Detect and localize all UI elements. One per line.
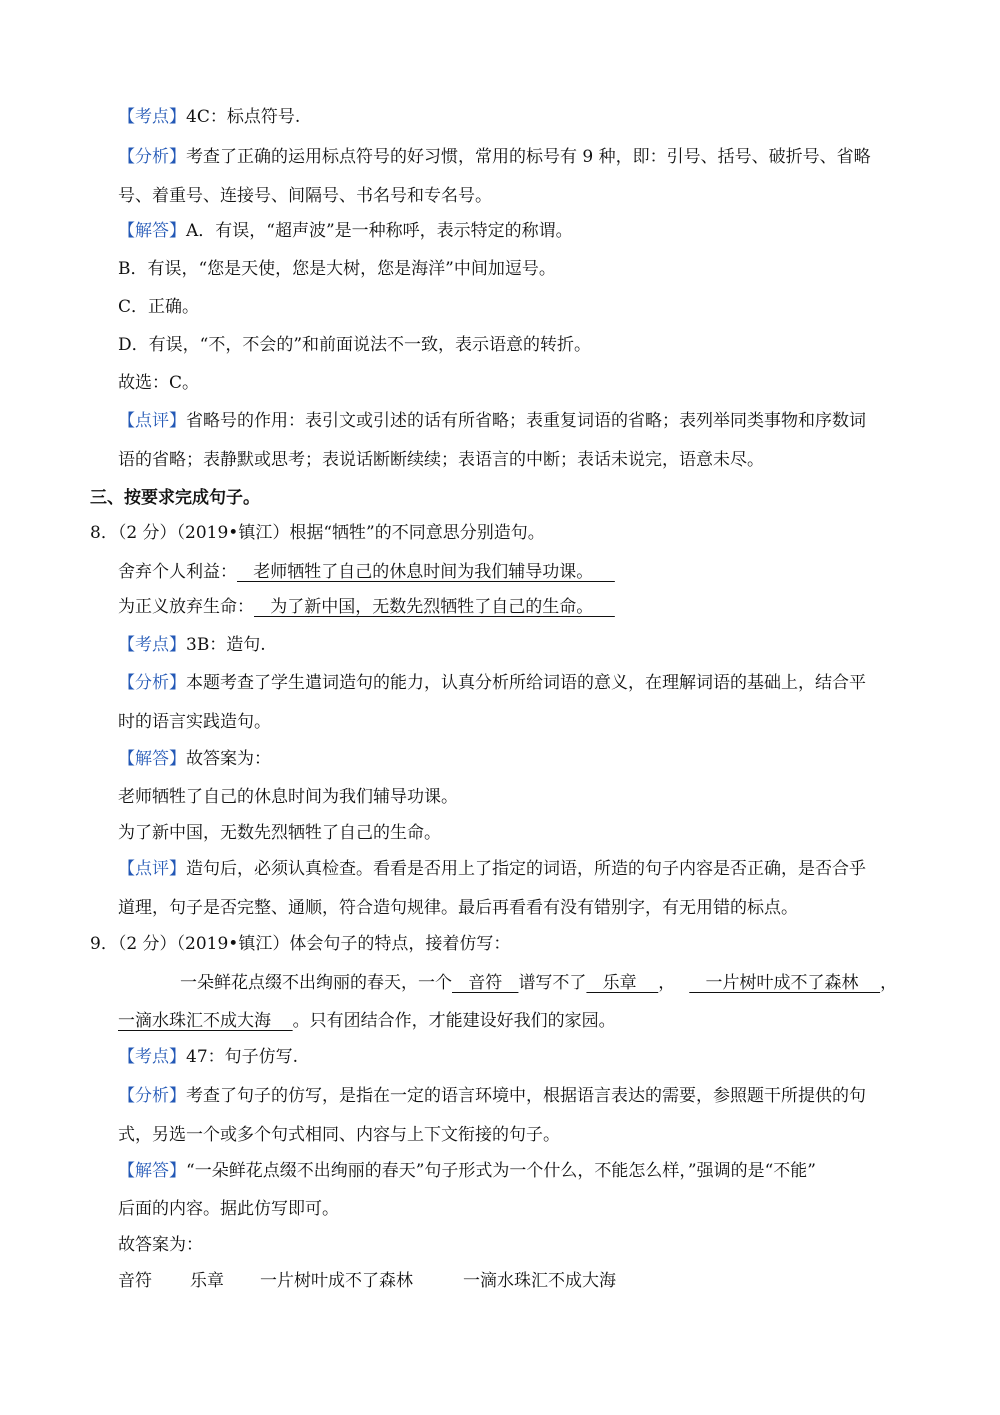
q9-fenxi-cont: 式，另选一个或多个句式相同、内容与上下文衔接的句子。 [118,1125,560,1145]
section-heading: 三、按要求完成句子。 [90,488,260,508]
q7-fenxi-cont: 号、着重号、连接号、间隔号、书名号和专名号。 [118,186,492,206]
q8-fenxi-cont: 时的语言实践造句。 [118,712,271,732]
q9-jieda-cont: 后面的内容。据此仿写即可。 [118,1199,339,1219]
q8-dianping: 【点评】造句后，必须认真检查。看看是否用上了指定的词语，所造的句子内容是否正确，是否合乎 [118,859,866,879]
answer-blank: 老师牺牲了自己的休息时间为我们辅导功课。 [237,562,615,582]
jieda-tag: 【解答】 [118,749,186,769]
fenxi-tag: 【分析】 [118,147,186,167]
jieda-tag: 【解答】 [118,221,186,241]
q7-dianping: 【点评】省略号的作用：表引文或引述的话有所省略；表重复词语的省略；表列举同类事物和序数词 [118,411,866,431]
q8-fenxi: 【分析】本题考查了学生遣词造句的能力，认真分析所给词语的意义，在理解词语的基础上，结合平 [118,673,866,693]
q9-answer-item: 一片树叶成不了森林 [260,1271,413,1291]
q8-jieda: 【解答】故答案为： [118,749,271,769]
q8-dianping-cont: 道理，句子是否完整、通顺，符合造句规律。最后再看看有没有错别字，有无用错的标点。 [118,898,798,918]
q9-kaodian: 【考点】47：句子仿写. [118,1047,299,1067]
q7-kaodian: 【考点】4C：标点符号. [118,107,301,127]
answer-blank: 一片树叶成不了森林 [689,973,881,993]
q7-option-d: D．有误，“不，不会的”和前面说法不一致，表示语意的转折。 [118,335,592,355]
q9-answer-item: 一滴水珠汇不成大海 [463,1271,616,1291]
answer-blank: 乐章 [586,973,659,993]
q9-answer-item: 乐章 [190,1271,224,1291]
q9-paragraph-line2: 一滴水珠汇不成大海 。只有团结合作，才能建设好我们的家园。 [118,1011,616,1031]
answer-blank: 音符 [452,973,519,993]
q7-dianping-cont: 语的省略；表静默或思考；表说话断断续续；表语言的中断；表话未说完，语意未尽。 [118,450,764,470]
q7-fenxi: 【分析】考查了正确的运用标点符号的好习惯，常用的标号有 9 种，即：引号、括号、破折号、省略 [118,147,871,167]
q9-stem: 9．（2 分）（2019•镇江）体会句子的特点，接着仿写： [90,934,511,954]
kaodian-tag: 【考点】 [118,635,186,655]
q9-jieda: 【解答】“一朵鲜花点缀不出绚丽的春天”句子形式为一个什么，不能怎么样，”强调的是“不能” [118,1161,816,1181]
q8-fill-b: 为正义放弃生命： 为了新中国，无数先烈牺牲了自己的生命。 [118,597,615,617]
dianping-tag: 【点评】 [118,859,186,879]
dianping-tag: 【点评】 [118,411,186,431]
q7-option-c: C．正确。 [118,297,200,317]
answer-blank: 一滴水珠汇不成大海 [118,1011,293,1031]
q8-fill-a: 舍弃个人利益： 老师牺牲了自己的休息时间为我们辅导功课。 [118,562,615,582]
q9-answer-item: 音符 [118,1271,152,1291]
q8-stem: 8．（2 分）（2019•镇江）根据“牺牲”的不同意思分别造句。 [90,523,545,543]
q7-option-b: B．有误，“您是天使，您是大树，您是海洋”中间加逗号。 [118,259,556,279]
fenxi-tag: 【分析】 [118,673,186,693]
kaodian-tag: 【考点】 [118,1047,186,1067]
q8-kaodian: 【考点】3B：造句. [118,635,266,655]
q8-answer-1: 老师牺牲了自己的休息时间为我们辅导功课。 [118,787,458,807]
answer-blank: 为了新中国，无数先烈牺牲了自己的生命。 [254,597,615,617]
q7-jieda: 【解答】A．有误，“超声波”是一种称呼，表示特定的称谓。 [118,221,573,241]
q9-guda: 故答案为： [118,1235,203,1255]
q9-fenxi: 【分析】考查了句子的仿写，是指在一定的语言环境中，根据语言表达的需要，参照题干所提供的句 [118,1086,866,1106]
kaodian-tag: 【考点】 [118,107,186,127]
jieda-tag: 【解答】 [118,1161,186,1181]
q8-answer-2: 为了新中国，无数先烈牺牲了自己的生命。 [118,823,441,843]
q7-answer: 故选：C。 [118,373,200,393]
fenxi-tag: 【分析】 [118,1086,186,1106]
q9-paragraph-line1: 一朵鲜花点缀不出绚丽的春天，一个 音符 谱写不了 乐章 ， 一片树叶成不了森林 ， [180,973,898,993]
